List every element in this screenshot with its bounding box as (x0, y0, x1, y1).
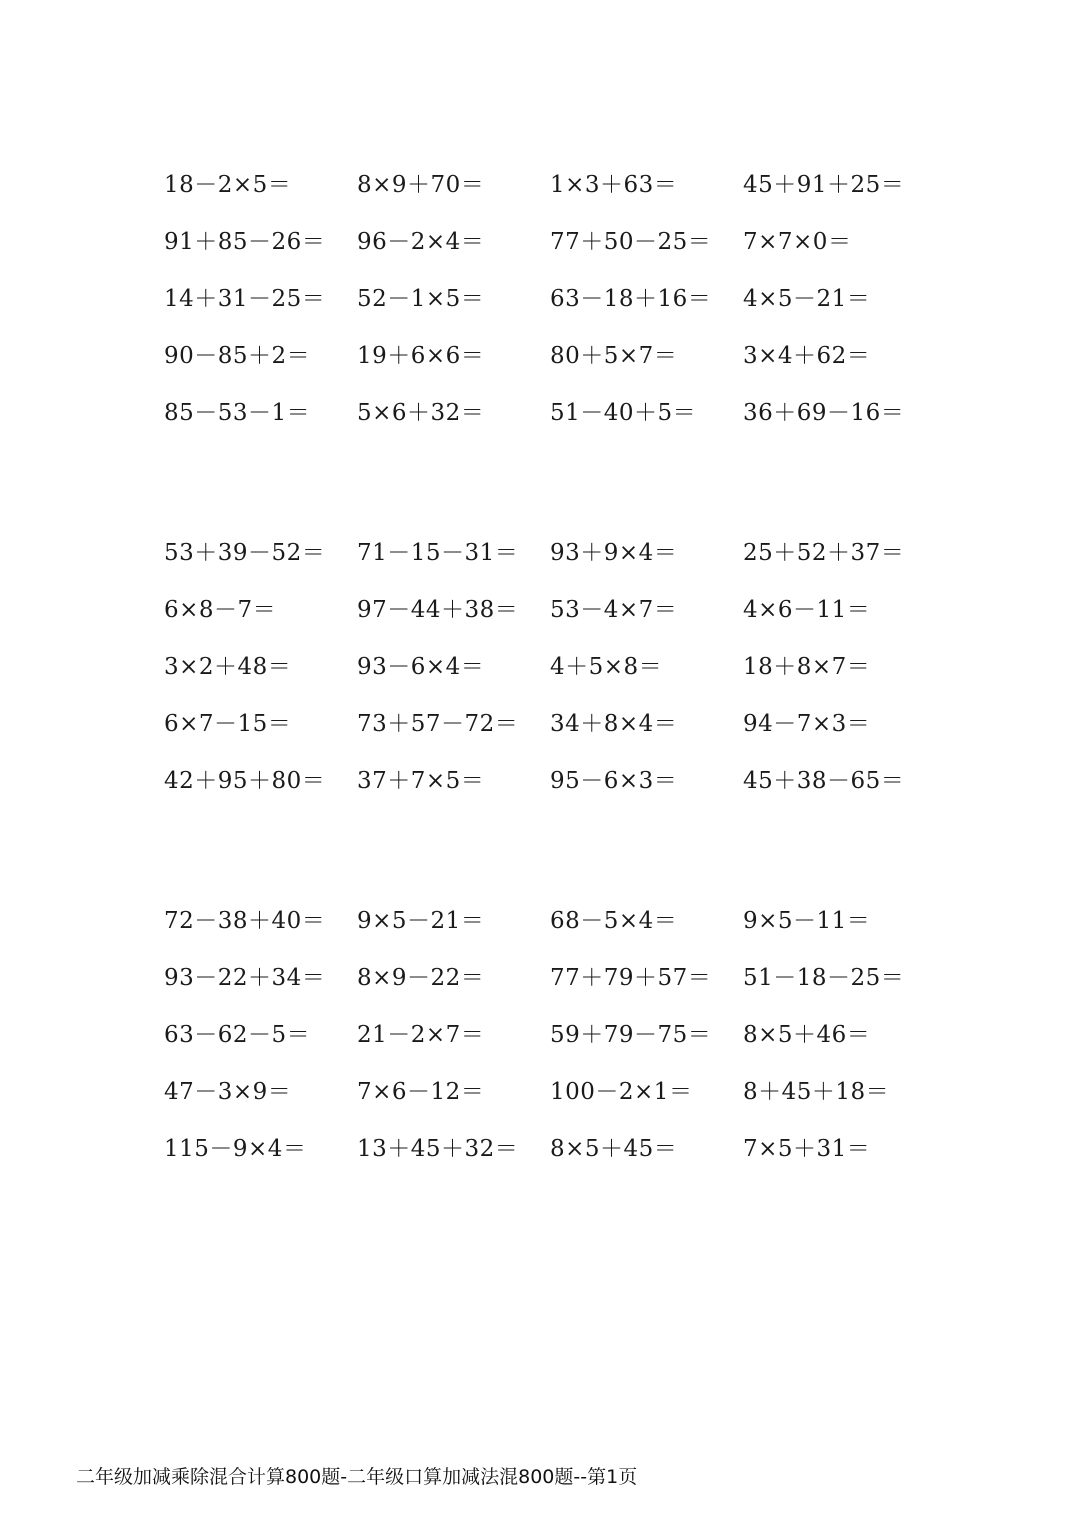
math-problem: 100－2×1＝ (550, 1079, 693, 1105)
math-problem: 52－1×5＝ (357, 286, 485, 312)
math-problem: 115－9×4＝ (164, 1136, 307, 1162)
problem-row (164, 636, 964, 693)
math-problem: 7×6－12＝ (357, 1079, 485, 1105)
problem-row (164, 579, 964, 636)
math-problem: 3×4＋62＝ (743, 343, 871, 369)
math-problem: 77＋79＋57＝ (550, 965, 712, 991)
math-problem: 73＋57－72＝ (357, 711, 519, 737)
math-problem: 8×5＋45＝ (550, 1136, 678, 1162)
math-problem: 14＋31－25＝ (164, 286, 326, 312)
math-problem: 13＋45＋32＝ (357, 1136, 519, 1162)
math-problem: 21－2×7＝ (357, 1022, 485, 1048)
math-problem: 45＋38－65＝ (743, 768, 905, 794)
problem-row (164, 1004, 964, 1061)
problem-row (164, 154, 964, 211)
math-problem: 93－22＋34＝ (164, 965, 326, 991)
math-problem: 18－2×5＝ (164, 172, 292, 198)
math-problem: 25＋52＋37＝ (743, 540, 905, 566)
math-problem: 42＋95＋80＝ (164, 768, 326, 794)
math-problem: 8×9－22＝ (357, 965, 485, 991)
math-problem: 34＋8×4＝ (550, 711, 678, 737)
math-problem: 6×8－7＝ (164, 597, 277, 623)
math-problem: 3×2＋48＝ (164, 654, 292, 680)
math-problem: 6×7－15＝ (164, 711, 292, 737)
math-problem: 4＋5×8＝ (550, 654, 663, 680)
math-problem: 45＋91＋25＝ (743, 172, 905, 198)
math-problem: 95－6×3＝ (550, 768, 678, 794)
math-problem: 63－62－5＝ (164, 1022, 311, 1048)
page-footer: 二年级加减乘除混合计算800题-二年级口算加减法混800题--第1页 (76, 1466, 638, 1488)
math-problem: 4×6－11＝ (743, 597, 871, 623)
math-problem: 97－44＋38＝ (357, 597, 519, 623)
problem-block-2 (164, 522, 964, 807)
math-problem: 96－2×4＝ (357, 229, 485, 255)
math-problem: 63－18＋16＝ (550, 286, 712, 312)
math-problem: 8＋45＋18＝ (743, 1079, 890, 1105)
math-problem: 4×5－21＝ (743, 286, 871, 312)
math-problem: 85－53－1＝ (164, 400, 311, 426)
math-problem: 5×6＋32＝ (357, 400, 485, 426)
math-problem: 36＋69－16＝ (743, 400, 905, 426)
problem-row (164, 693, 964, 750)
math-problem: 7×5＋31＝ (743, 1136, 871, 1162)
math-problem: 7×7×0＝ (743, 229, 852, 255)
math-problem: 72－38＋40＝ (164, 908, 326, 934)
math-problem: 53＋39－52＝ (164, 540, 326, 566)
math-problem: 9×5－21＝ (357, 908, 485, 934)
math-problem: 93＋9×4＝ (550, 540, 678, 566)
math-problem: 94－7×3＝ (743, 711, 871, 737)
math-problem: 51－40＋5＝ (550, 400, 697, 426)
math-problem: 47－3×9＝ (164, 1079, 292, 1105)
math-problem: 68－5×4＝ (550, 908, 678, 934)
math-problem: 19＋6×6＝ (357, 343, 485, 369)
problem-row (164, 1118, 964, 1175)
problem-block-3 (164, 890, 964, 1175)
math-problem: 1×3＋63＝ (550, 172, 678, 198)
math-problem: 18＋8×7＝ (743, 654, 871, 680)
math-problem: 8×9＋70＝ (357, 172, 485, 198)
math-problem: 80＋5×7＝ (550, 343, 678, 369)
math-problem: 93－6×4＝ (357, 654, 485, 680)
math-problem: 37＋7×5＝ (357, 768, 485, 794)
problem-row (164, 750, 964, 807)
math-problem: 9×5－11＝ (743, 908, 871, 934)
math-problem: 71－15－31＝ (357, 540, 519, 566)
problem-block-1 (164, 154, 964, 439)
math-problem: 53－4×7＝ (550, 597, 678, 623)
problem-row (164, 382, 964, 439)
math-problem: 8×5＋46＝ (743, 1022, 871, 1048)
math-problem: 77＋50－25＝ (550, 229, 712, 255)
problem-row (164, 522, 964, 579)
math-problem: 51－18－25＝ (743, 965, 905, 991)
math-problem: 91＋85－26＝ (164, 229, 326, 255)
math-problem: 59＋79－75＝ (550, 1022, 712, 1048)
problem-row (164, 947, 964, 1004)
problem-row (164, 268, 964, 325)
math-problem: 90－85＋2＝ (164, 343, 311, 369)
problem-row (164, 325, 964, 382)
problem-row (164, 890, 964, 947)
problem-row (164, 1061, 964, 1118)
problem-row (164, 211, 964, 268)
